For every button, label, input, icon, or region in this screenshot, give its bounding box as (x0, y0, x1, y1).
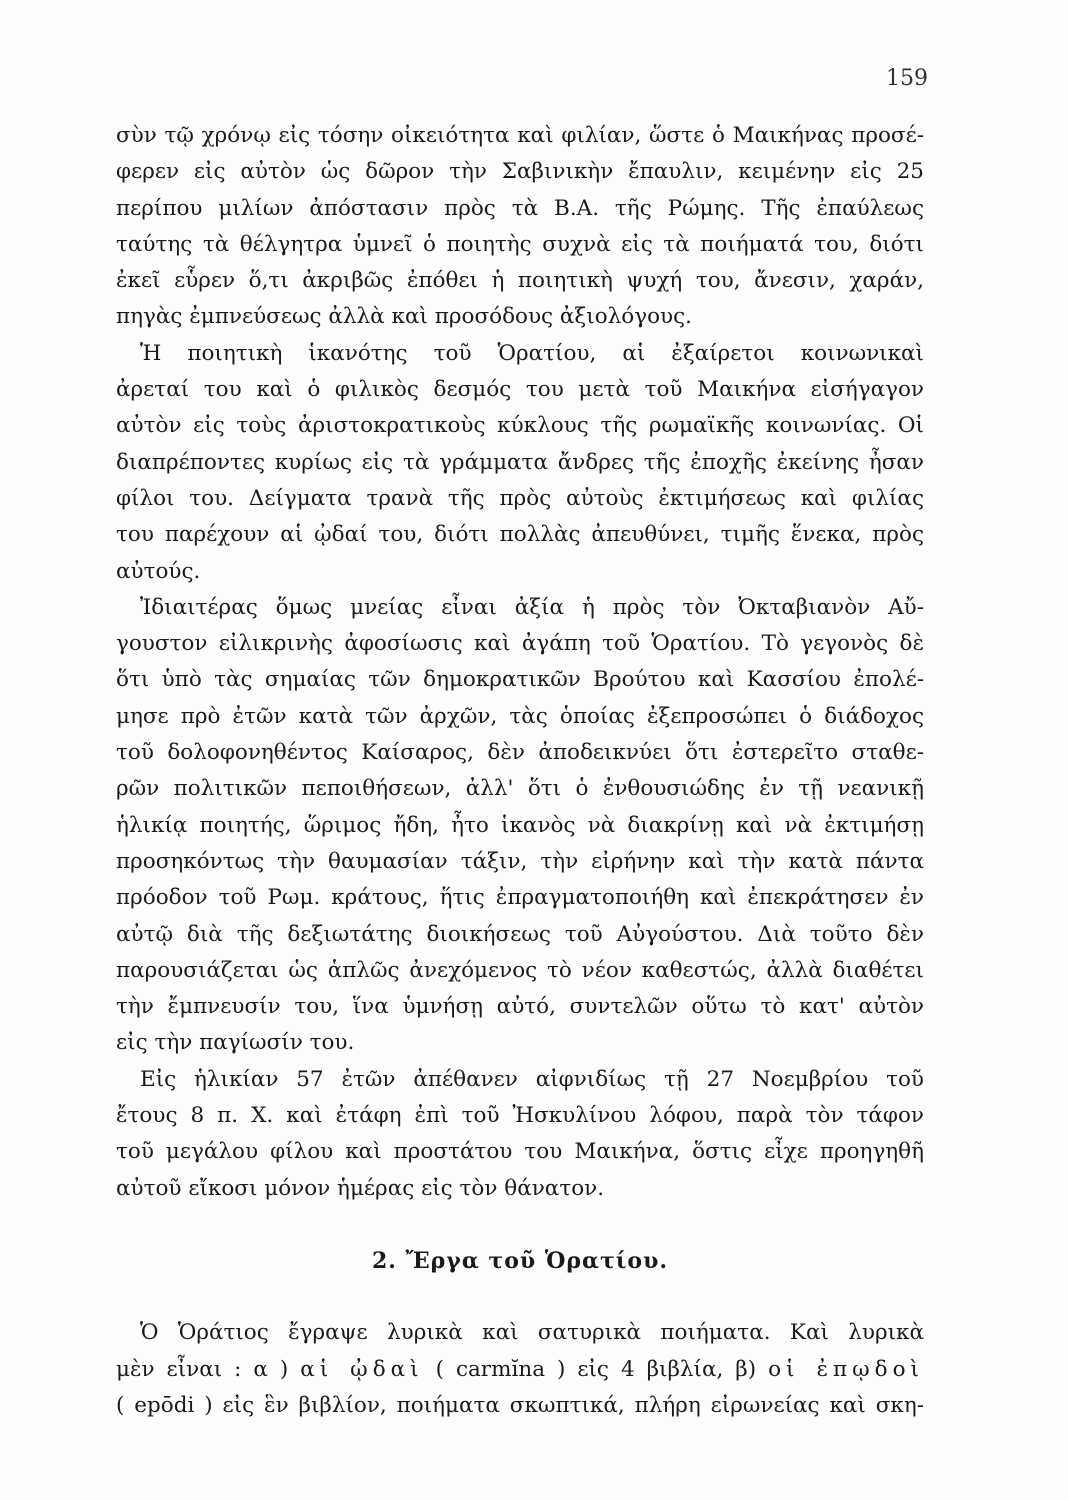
text-line: Ἰδιαιτέρας ὅμως μνείας εἶναι ἀξία ἡ πρὸς τὸν Ὀκταβιανὸν Αὔ- (140, 594, 924, 620)
paragraph (116, 336, 924, 590)
text-line: εἰς τὴν παγίωσίν του. (116, 1030, 355, 1056)
text-line: διαπρέποντες κυρίως εἰς τὰ γράμματα ἄνδρες τῆς ἐποχῆς ἐκείνης ἦσαν (116, 449, 924, 475)
text-line (116, 1352, 924, 1388)
text-line: ἐκεῖ εὗρεν ὅ,τι ἀκριβῶς ἐπόθει ἡ ποιητικὴ ψυχή του, ἄνεσιν, χαράν, (116, 268, 924, 294)
text-line: αὐτοῦ εἴκοσι μόνον ἡμέρας εἰς τὸν θάνατον. (116, 1175, 605, 1201)
text-line: ἡλικίᾳ ποιητής, ὥριμος ἤδη, ἦτο ἱκανὸς νὰ διακρίνῃ καὶ νὰ ἐκτιμήσῃ (116, 812, 924, 838)
text-line: φερεν εἰς αὐτὸν ὡς δῶρον τὴν Σαβινικὴν ἔπαυλιν, κειμένην εἰς 25 (116, 159, 924, 185)
text-line: γουστον εἰλικρινὴς ἀφοσίωσις καὶ ἀγάπη τοῦ Ὁρατίου. Τὸ γεγονὸς δὲ (116, 631, 924, 657)
text-line: αὐτὸν εἰς τοὺς ἀριστοκρατικοὺς κύκλους τῆς ρωμαϊκῆς κοινωνίας. Οἱ (116, 413, 924, 439)
text-line: περίπου μιλίων ἀπόστασιν πρὸς τὰ Β.Α. τῆς Ρώμης. Τῆς ἐπαύλεως (116, 195, 924, 221)
text-fragment: μὲν εἶναι : α ) (116, 1356, 289, 1382)
text-line: ἔτους 8 π. Χ. καὶ ἐτάφη ἐπὶ τοῦ Ἠσκυλίνου λόφου, παρὰ τὸν τάφον (116, 1103, 924, 1129)
text-line: ἀρεταί του καὶ ὁ φιλικὸς δεσμός του μετὰ τοῦ Μαικήνα εἰσήγαγον (116, 377, 924, 403)
text-line: Ὁ Ὁράτιος ἔγραψε λυρικὰ καὶ σατυρικὰ ποιήματα. Καὶ λυρικὰ (140, 1320, 924, 1346)
text-line: ( epōdi ) εἰς ἓν βιβλίον, ποιήματα σκωπτικά, πλήρη εἰρωνείας καὶ σκη- (116, 1392, 924, 1418)
text-line: πηγὰς ἐμπνεύσεως ἀλλὰ καὶ προσόδους ἀξιολόγους. (116, 304, 692, 330)
text-line: ρῶν πολιτικῶν πεποιθήσεων, ἀλλ' ὅτι ὁ ἐνθουσιώδης ἐν τῇ νεανικῇ (116, 776, 924, 802)
text-fragment: ( carmĭna ) εἰς 4 βιβλία, β) (435, 1356, 757, 1382)
spaced-term: οἱ ἐπῳδοὶ (768, 1356, 924, 1382)
body-text (116, 118, 924, 1424)
paragraph (116, 1315, 924, 1424)
text-line: ὅτι ὑπὸ τὰς σημαίας τῶν δημοκρατικῶν Βρούτου καὶ Κασσίου ἐπολέ- (116, 667, 924, 693)
text-line: προσηκόντως τὴν θαυμασίαν τάξιν, τὴν εἰρήνην καὶ τὴν κατὰ πάντα (116, 848, 924, 874)
text-line: του παρέχουν αἱ ᾠδαί του, διότι πολλὰς ἀπευθύνει, τιμῆς ἕνεκα, πρὸς (116, 522, 924, 548)
text-line: τοῦ μεγάλου φίλου καὶ προστάτου του Μαικήνα, ὅστις εἶχε προηγηθῆ (116, 1139, 924, 1165)
paragraph (116, 118, 924, 336)
text-line: μησε πρὸ ἐτῶν κατὰ τῶν ἀρχῶν, τὰς ὁποίας ἐξεπροσώπει ὁ διάδοχος (116, 703, 924, 729)
section-heading: 2. Ἔργα τοῦ Ὁρατίου. (372, 1247, 668, 1274)
text-line: παρουσιάζεται ὡς ἁπλῶς ἀνεχόμενος τὸ νέον καθεστώς, ἀλλὰ διαθέτει (116, 957, 924, 983)
text-line: Ἡ ποιητικὴ ἱκανότης τοῦ Ὁρατίου, αἱ ἐξαίρετοι κοινωνικαὶ (140, 340, 924, 366)
text-line: Εἰς ἡλικίαν 57 ἐτῶν ἀπέθανεν αἰφνιδίως τῇ 27 Νοεμβρίου τοῦ (140, 1066, 924, 1092)
text-line: φίλοι του. Δείγματα τρανὰ τῆς πρὸς αὐτοὺς ἐκτιμήσεως καὶ φιλίας (116, 485, 924, 511)
text-line: αὐτῷ διὰ τῆς δεξιωτάτης διοικήσεως τοῦ Αὐγούστου. Διὰ τοῦτο δὲν (116, 921, 924, 947)
spaced-term: αἱ ᾠδαὶ (300, 1356, 424, 1382)
text-line: τὴν ἔμπνευσίν του, ἵνα ὑμνήσῃ αὐτό, συντελῶν οὕτω τὸ κατ' αὐτὸν (116, 994, 924, 1020)
page-number: 159 (886, 66, 928, 91)
text-line: ταύτης τὰ θέλγητρα ὑμνεῖ ὁ ποιητὴς συχνὰ εἰς τὰ ποιήματά του, διότι (116, 231, 924, 257)
text-line: τοῦ δολοφονηθέντος Καίσαρος, δὲν ἀποδεικνύει ὅτι ἐστερεῖτο σταθε- (116, 740, 924, 766)
paragraph (116, 590, 924, 1062)
text-line: πρόοδον τοῦ Ρωμ. κράτους, ἥτις ἐπραγματοποιήθη καὶ ἐπεκράτησεν ἐν (116, 885, 924, 911)
paragraph (116, 1062, 924, 1207)
text-line: σὺν τῷ χρόνῳ εἰς τόσην οἰκειότητα καὶ φιλίαν, ὥστε ὁ Μαικήνας προσέ- (116, 123, 924, 148)
text-line: αὐτούς. (116, 558, 201, 584)
